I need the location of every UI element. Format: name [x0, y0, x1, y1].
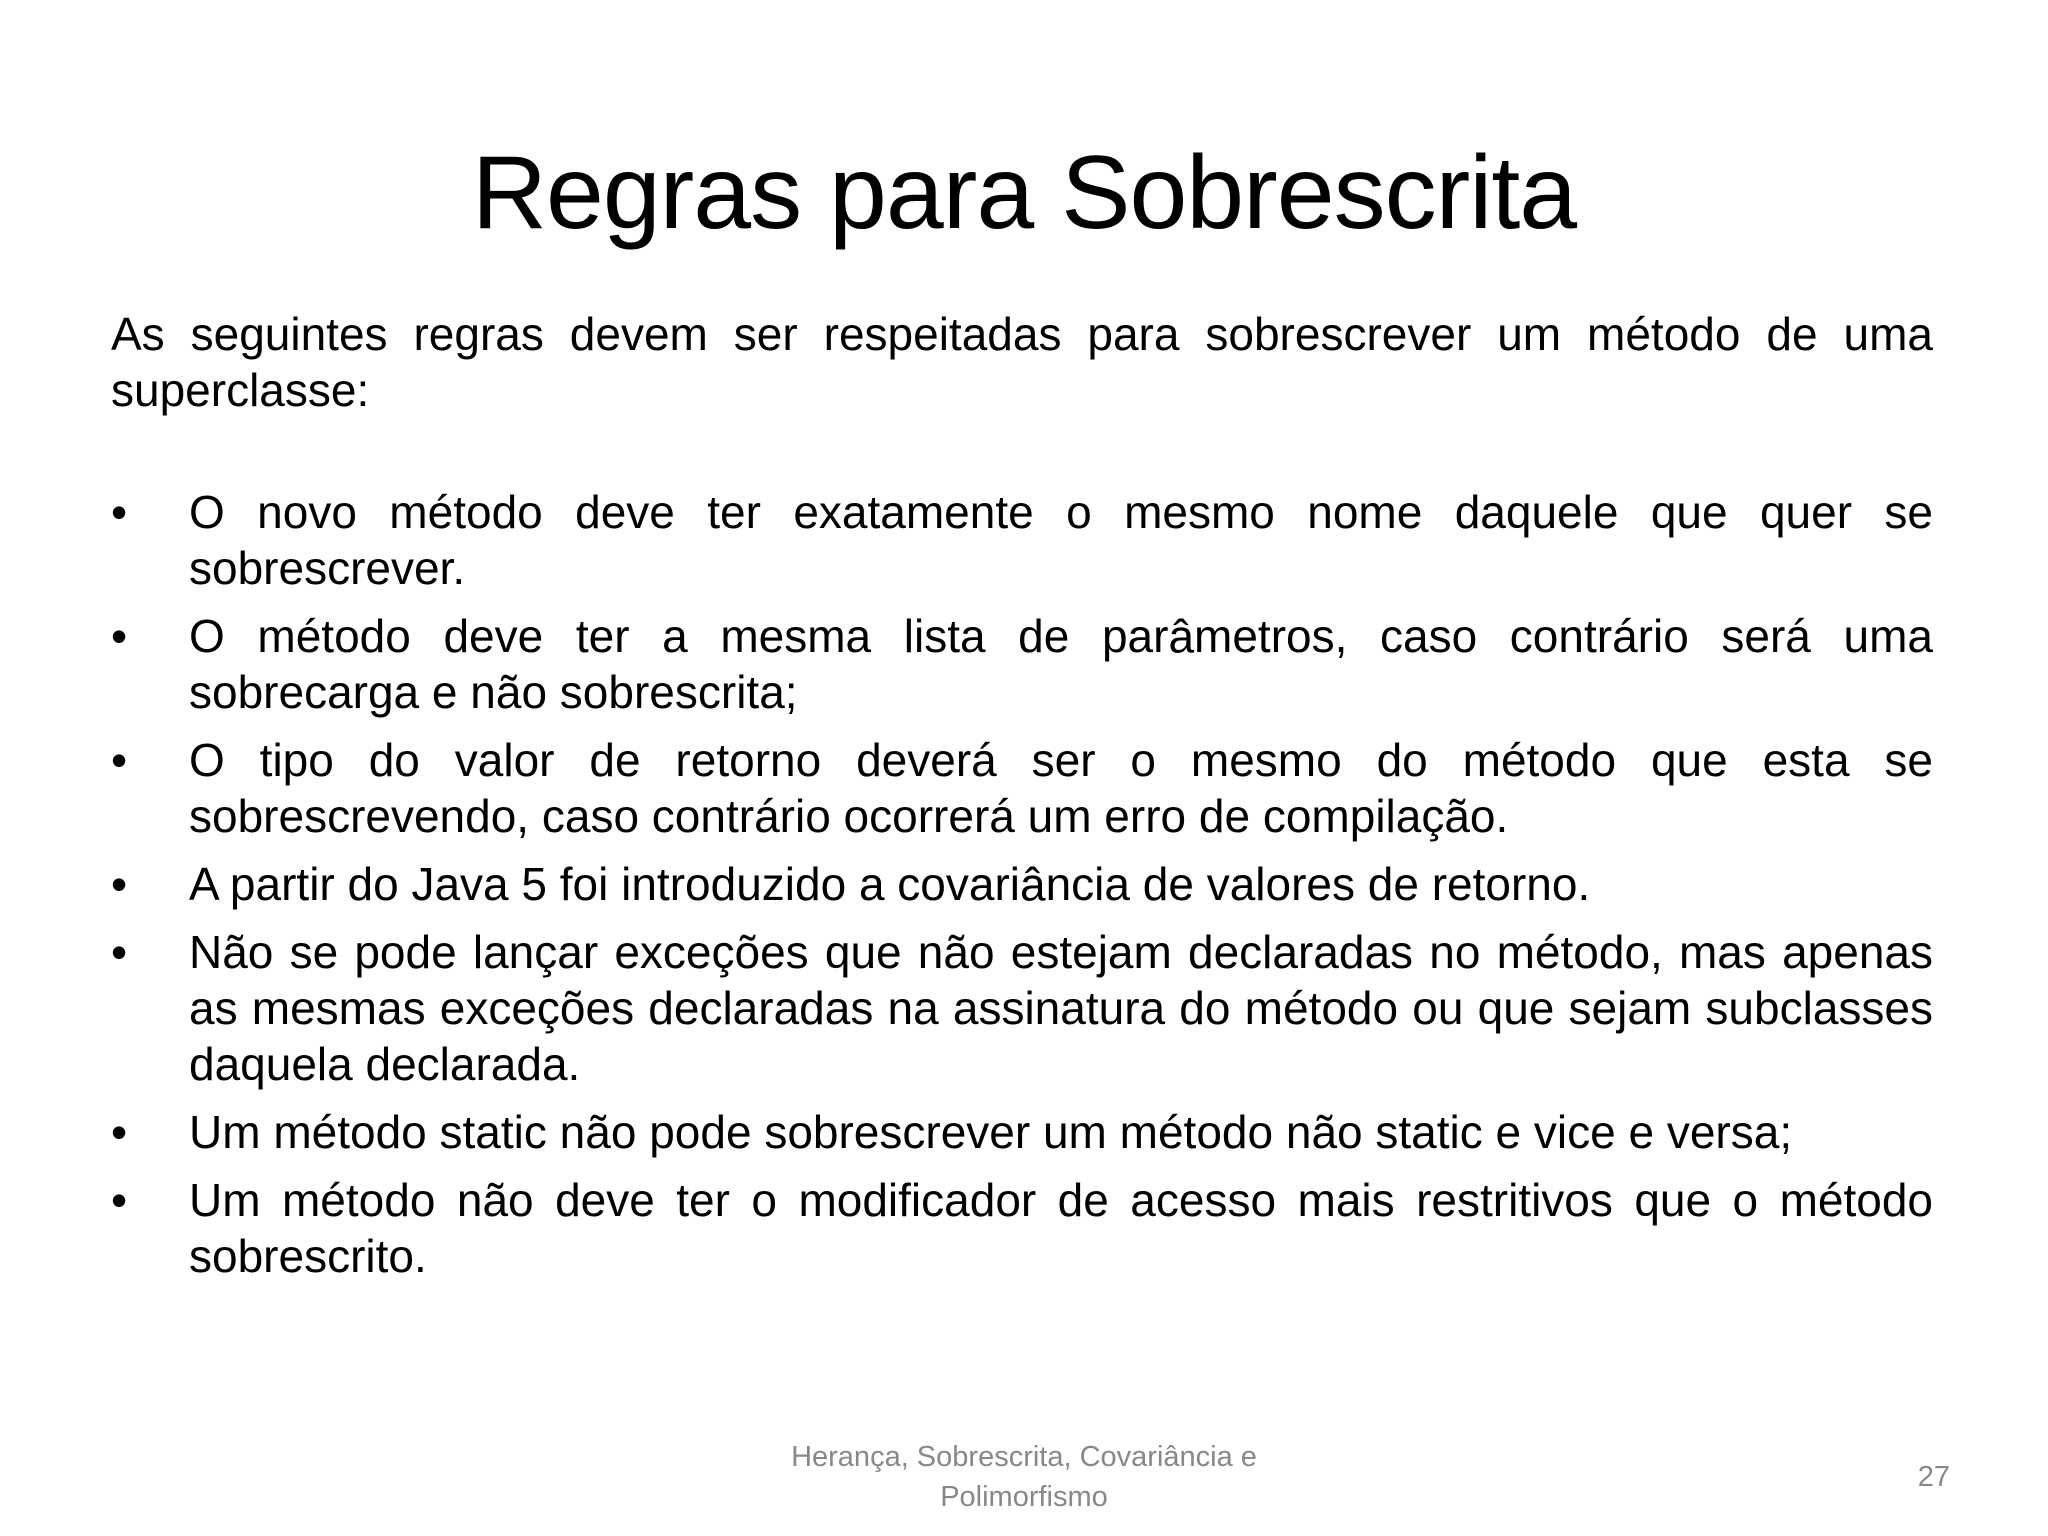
footer-caption	[724, 1437, 1324, 1517]
footer-line-2: Polimorfismo	[940, 1481, 1108, 1513]
footer-line-1: Herança, Sobrescrita, Covariância e	[791, 1441, 1257, 1473]
list-item	[111, 484, 1933, 596]
list-item-text: Um método não deve ter o modificador de acesso mais restritivos que o método sobrescrito.	[189, 1174, 1933, 1282]
bullet-icon: •	[111, 1106, 128, 1158]
page-number: 27	[1917, 1461, 1950, 1493]
intro-text: As seguintes regras devem ser respeitadas para sobrescrever um método de uma superclasse:	[111, 308, 1933, 416]
list-item-text: Não se pode lançar exceções que não estejam declaradas no método, mas apenas as mesmas exceções declaradas na assinatura do método ou que sejam subclasses daquela declarada.	[189, 926, 1933, 1090]
slide-title: Regras para Sobrescrita	[471, 135, 1577, 251]
list-item-text: O método deve ter a mesma lista de parâmetros, caso contrário será uma sobrecarga e não sobrescrita;	[189, 610, 1933, 718]
bullet-icon: •	[111, 858, 128, 910]
bullet-icon: •	[111, 926, 128, 978]
list-item	[111, 924, 1933, 1092]
list-item-text: O novo método deve ter exatamente o mesmo nome daquele que quer se sobrescrever.	[189, 486, 1933, 594]
list-item	[111, 1104, 1933, 1160]
bullet-icon: •	[111, 1174, 128, 1226]
list-item-text: A partir do Java 5 foi introduzido a covariância de valores de retorno.	[189, 858, 1591, 910]
list-item	[111, 856, 1933, 912]
bullet-icon: •	[111, 734, 128, 786]
list-item	[111, 608, 1933, 720]
list-item	[111, 1172, 1933, 1284]
bullet-icon: •	[111, 486, 128, 538]
list-item	[111, 732, 1933, 844]
list-item-text: Um método static não pode sobrescrever um método não static e vice e versa;	[189, 1106, 1793, 1158]
slide-content	[111, 306, 1933, 1296]
bullet-icon: •	[111, 610, 128, 662]
rules-list	[111, 484, 1933, 1284]
list-item-text: O tipo do valor de retorno deverá ser o mesmo do método que esta se sobrescrevendo, caso contrário ocorrerá um erro de compilação.	[189, 734, 1933, 842]
